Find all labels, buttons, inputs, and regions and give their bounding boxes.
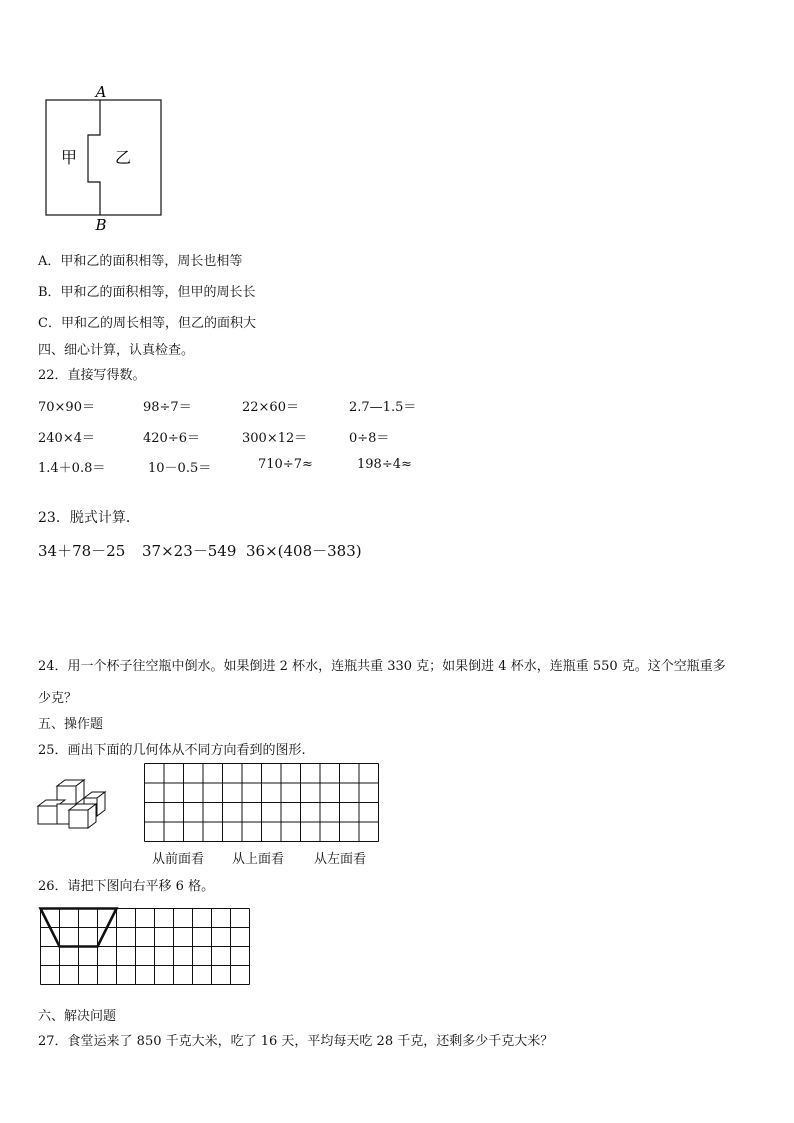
q22-r2c1: 240×4＝ (38, 431, 95, 446)
view-label-front: 从前面看 (152, 852, 205, 867)
cube-stack-figure (36, 775, 110, 831)
view-grid (144, 763, 382, 843)
q22-r2c4: 0÷8＝ (349, 431, 390, 446)
q25-title: 25．画出下面的几何体从不同方向看到的图形. (38, 743, 306, 758)
label-a: A (95, 83, 107, 101)
section5-title: 五、操作题 (38, 717, 104, 732)
q22-r3c4: 198÷4≈ (357, 457, 412, 472)
cube-left-front (38, 806, 57, 824)
split-square-figure (38, 82, 173, 234)
q22-r1c1: 70×90＝ (38, 400, 95, 415)
split-line (88, 100, 100, 215)
label-jia: 甲 (60, 148, 78, 167)
label-yi: 乙 (114, 148, 132, 167)
section6-title: 六、解决问题 (38, 1009, 117, 1024)
label-b: B (95, 216, 107, 234)
option-b: B．甲和乙的面积相等，但甲的周长长 (38, 285, 256, 300)
translate-grid (38, 906, 250, 996)
q27-text: 27．食堂运来了 850 千克大米，吃了 16 天，平均每天吃 28 千克，还剩多少千克大米？ (38, 1034, 554, 1049)
option-a: A．甲和乙的面积相等，周长也相等 (38, 254, 243, 269)
q22-r1c4: 2.7—1.5＝ (349, 400, 417, 415)
q22-r2c2: 420÷6＝ (143, 431, 200, 446)
q22-r3c1: 1.4＋0.8＝ (38, 461, 106, 476)
q22-r3c3: 710÷7≈ (258, 457, 313, 472)
q22-r3c2: 10－0.5＝ (148, 461, 212, 476)
q24-line1: 24．用一个杯子往空瓶中倒水。如果倒进 2 杯水，连瓶共重 330 克；如果倒进 4 杯水，连瓶重 550 克。这个空瓶重多 (38, 659, 726, 674)
q22-r1c3: 22×60＝ (242, 400, 299, 415)
cube-front-front (69, 810, 88, 828)
q23-title: 23．脱式计算． (38, 510, 140, 526)
q23-item-2: 37×23－549 (142, 542, 237, 560)
q26-title: 26．请把下图向右平移 6 格。 (38, 879, 215, 894)
q24-line2: 少克？ (38, 691, 78, 706)
q23-item-3: 36×(408－383) (246, 542, 362, 560)
option-c: C．甲和乙的周长相等，但乙的面积大 (38, 316, 256, 331)
section4-title: 四、细心计算，认真检查。 (38, 343, 195, 358)
q22-r1c2: 98÷7＝ (143, 400, 192, 415)
q23-item-1: 34＋78－25 (38, 542, 126, 560)
view-label-top: 从上面看 (232, 852, 285, 867)
view-label-left: 从左面看 (314, 852, 367, 867)
q22-title: 22．直接写得数。 (38, 368, 146, 383)
q22-r2c3: 300×12＝ (242, 431, 308, 446)
